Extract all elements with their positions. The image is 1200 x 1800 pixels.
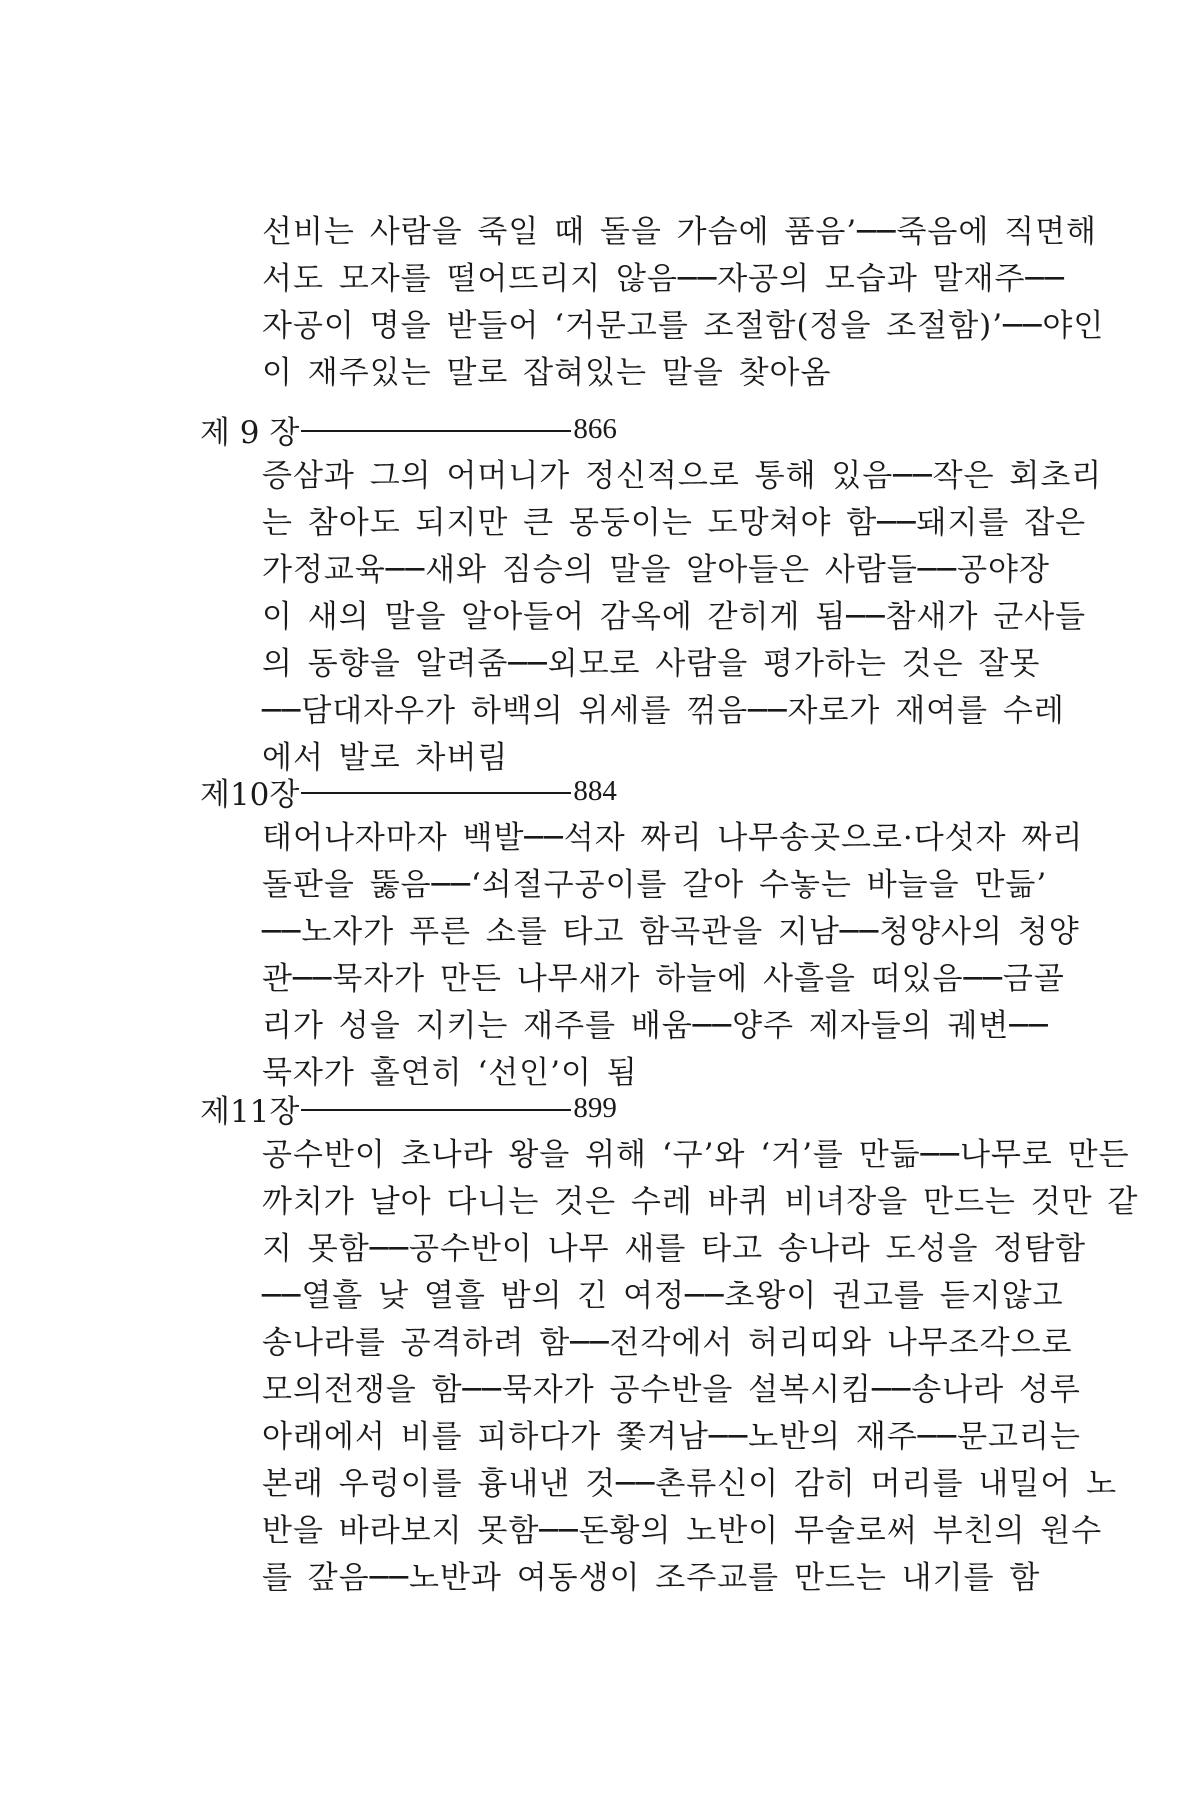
chapter-summary	[262, 453, 1103, 782]
text-line: 송나라를 공격하려 함──전각에서 허리띠와 나무조각으로	[262, 1325, 1073, 1361]
text-line: ──담대자우가 하백의 위세를 꺾음──자로가 재여를 수레	[262, 693, 1065, 729]
text-line: 공수반이 초나라 왕을 위해 ‘구’와 ‘거’를 만듦──나무로 만든	[262, 1137, 1130, 1173]
text-line: 의 동향을 알려줌──외모로 사람을 평가하는 것은 잘못	[262, 646, 1041, 682]
page-number: 884	[573, 774, 617, 807]
page-number: 899	[573, 1091, 617, 1124]
text-line: 선비는 사람을 죽일 때 돌을 가슴에 품음’──죽음에 직면해	[262, 214, 1097, 250]
chapter-heading	[200, 1084, 990, 1132]
leader-rule	[301, 792, 571, 794]
intro-paragraph	[262, 209, 1105, 397]
text-line: 리가 성을 지키는 재주를 배움──양주 제자들의 궤변──	[262, 1008, 1049, 1044]
text-line: 가정교육──새와 짐승의 말을 알아들은 사람들──공야장	[262, 552, 1050, 588]
text-line: 본래 우렁이를 흉내낸 것──촌류신이 감히 머리를 내밀어 노	[262, 1466, 1118, 1502]
page-number: 866	[573, 412, 617, 445]
chapter-section	[200, 767, 1084, 1097]
chapter-heading	[200, 767, 990, 815]
text-line: 아래에서 비를 피하다가 쫓겨남──노반의 재주──문고리는	[262, 1419, 1081, 1455]
text-line: 모의전쟁을 함──묵자가 공수반을 설복시킴──송나라 성루	[262, 1372, 1081, 1408]
chapter-summary	[262, 815, 1084, 1097]
chapter-summary	[262, 1132, 1139, 1602]
text-line: 이 재주있는 말로 잡혀있는 말을 찾아옴	[262, 355, 832, 391]
text-line: 반을 바라보지 못함──돈황의 노반이 무술로써 부친의 원수	[262, 1513, 1103, 1549]
text-line: 돌판을 뚫음──‘쇠절구공이를 갈아 수놓는 바늘을 만듦’	[262, 867, 1048, 903]
chapter-label: 제11장	[200, 1093, 300, 1130]
text-line: 를 갚음──노반과 여동생이 조주교를 만드는 내기를 함	[262, 1560, 1041, 1596]
text-line: 지 못함──공수반이 나무 새를 타고 송나라 도성을 정탐함	[262, 1231, 1087, 1267]
leader-rule	[301, 1109, 571, 1111]
chapter-section	[200, 405, 1103, 782]
leader-rule	[301, 430, 571, 432]
text-line: ──노자가 푸른 소를 타고 함곡관을 지남──청양사의 청양	[262, 914, 1080, 950]
text-line: 자공이 명을 받들어 ‘거문고를 조절함(정을 조절함)’──야인	[262, 308, 1105, 344]
text-line: 태어나자마자 백발──석자 짜리 나무송곳으로·다섯자 짜리	[262, 820, 1084, 856]
text-line: 증삼과 그의 어머니가 정신적으로 통해 있음──작은 회초리	[262, 458, 1103, 494]
text-line: 에서 발로 차버림	[262, 740, 509, 776]
chapter-label: 제 9 장	[200, 414, 300, 451]
text-line: ──열흘 낮 열흘 밤의 긴 여정──초왕이 권고를 듣지않고	[262, 1278, 1064, 1314]
chapter-label: 제10장	[200, 776, 300, 813]
text-line: 까치가 날아 다니는 것은 수레 바퀴 비녀장을 만드는 것만 같	[262, 1184, 1139, 1220]
text-line: 묵자가 홀연히 ‘선인’이 됨	[262, 1055, 638, 1091]
text-line: 는 참아도 되지만 큰 몽둥이는 도망쳐야 함──돼지를 잡은	[262, 505, 1087, 541]
text-line: 관──묵자가 만든 나무새가 하늘에 사흘을 떠있음──금골	[262, 961, 1065, 997]
chapter-heading	[200, 405, 990, 453]
chapter-section	[200, 1084, 1139, 1602]
text-line: 서도 모자를 떨어뜨리지 않음──자공의 모습과 말재주──	[262, 261, 1065, 297]
text-line: 이 새의 말을 알아들어 감옥에 갇히게 됨──참새가 군사들	[262, 599, 1087, 635]
